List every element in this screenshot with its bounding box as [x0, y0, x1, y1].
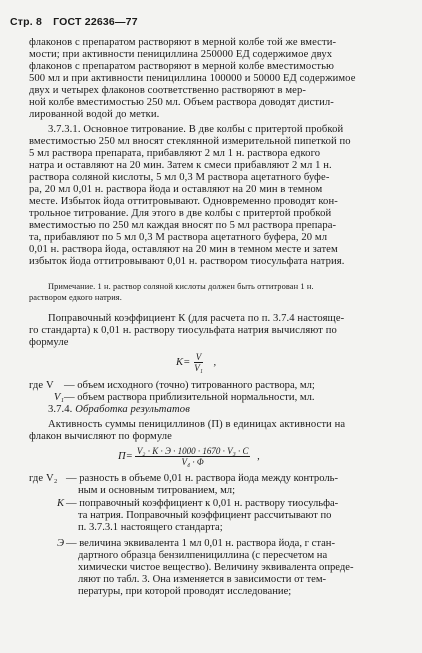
definition-label: К [56, 498, 64, 509]
definition-text: п. 3.7.3.1 настоящего стандарта; [78, 522, 223, 533]
standard-code: ГОСТ 22636—77 [53, 16, 138, 28]
text-line: раствора соляной кислоты, 5 мл 0,3 М раствора ацетатного буфе- [29, 172, 330, 183]
text-line: флаконов с препаратом растворяют в мерной колбе той же вмести- [29, 37, 337, 48]
definition-label: V₁ [53, 392, 64, 403]
definition-label: где V [29, 380, 54, 391]
text-line: 5 мл раствора препарата, прибавляют 2 мл 1 н. раствора едкого [29, 148, 321, 159]
definition-text: — разность в объеме 0,01 н. раствора йода между контроль- [66, 473, 339, 484]
text-line: месте. Избыток йода оттитровывают. Одновременно проводят кон- [29, 196, 338, 207]
text-line: 3.7.3.1. Основное титрование. В две колбы с притертой пробкой [48, 124, 344, 135]
text-line: вместимостью 250 мл вносят стеклянной измерительной пипеткой по [29, 136, 351, 147]
formula-activity: П= $\frac{\text{V₂ · K · Э · 1000 · 1670 · V₃ · C}}{\text{V₄ · Φ}}$ , [118, 446, 260, 467]
definition-text: дартного образца бензилпенициллина (с пересчетом на [78, 550, 328, 561]
definition-text: ляют по табл. 3. Она изменяется в зависимости от тем- [78, 574, 327, 585]
definition-text: — объем раствора приблизительной нормальности, мл. [64, 392, 315, 403]
text-line: ра, 20 мл 0,01 н. раствора йода и оставляют на 20 мин в темном [29, 184, 323, 195]
text-line: ной колбе вместимостью 250 мл. Объем раствора доводят дистил- [29, 97, 334, 108]
note-line: раствором едкого натрия. [29, 293, 122, 302]
text-line: трольное титрование. Для этого в две колбы с притертой пробкой [29, 208, 332, 219]
text-line: флакон вычисляют по формуле [29, 431, 172, 442]
definition-label: где V₂ [29, 473, 58, 484]
page-number: Стр. 8 [10, 16, 43, 28]
text-line: формуле [29, 337, 69, 348]
text-line: Активность суммы пенициллинов (П) в единицах активности на [48, 419, 346, 430]
definition-label: Э [57, 538, 64, 549]
definition-text: пературы, при которой проводят исследование; [78, 586, 292, 597]
definition-text: ным и основным титрованием, мл; [78, 485, 236, 496]
page-header [10, 16, 146, 28]
definition-text: та натрия. Поправочный коэффициент рассчитывают по [78, 510, 332, 521]
definition-text: — объем исходного (точно) титрованного раствора, мл; [64, 380, 315, 391]
text-line: натра и оставляют на 20 мин. Затем к смеси прибавляют 2 мл 1 н. [29, 160, 332, 171]
text-line: 0,01 н. раствора йода, оставляют на 20 мин в темном месте и затем [29, 244, 338, 255]
definition-text: — поправочный коэффициент к 0,01 н. раствору тиосульфа- [66, 498, 339, 509]
definition-text: — величина эквивалента 1 мл 0,01 н. раствора йода, г стан- [66, 538, 335, 549]
note-line: Примечание. 1 н. раствор соляной кислоты должен быть оттитрован 1 н. [48, 282, 314, 291]
text-line: двух и четырех флаконов соответственно растворяют в мер- [29, 85, 306, 96]
text-line: та, прибавляют по 5 мл 0,3 М раствора ацетатного буфера, 20 мл [29, 232, 328, 243]
text-line: флаконов с препаратом растворяют в мерной колбе вместимостью [29, 61, 335, 72]
text-line: избыток йода оттитровывают 0,01 н. раствором тиосульфата натрия. [29, 256, 345, 267]
definition-text: химически чистое вещество). Величину эквивалента опреде- [78, 562, 354, 573]
formula-k: K= $\frac{V}{\text{V₁}}$ , [176, 352, 217, 373]
text-line: мости; при активности пенициллина 250000 ЕД содержимое двух [29, 49, 333, 60]
text-line: 500 мл и при активности пенициллина 100000 и 50000 ЕД содержимое [29, 73, 356, 84]
text-line: го стандарта) к 0,01 н. раствору тиосульфата натрия вычисляют по [29, 325, 337, 336]
text-line: лированной водой до метки. [29, 109, 160, 120]
text-line: вместимостью по 250 мл каждая вносят по 5 мл раствора препара- [29, 220, 337, 231]
text-line: Поправочный коэффициент К (для расчета по п. 3.7.4 настояще- [48, 313, 345, 324]
section-heading: 3.7.4. Обработка результатов [48, 404, 190, 415]
